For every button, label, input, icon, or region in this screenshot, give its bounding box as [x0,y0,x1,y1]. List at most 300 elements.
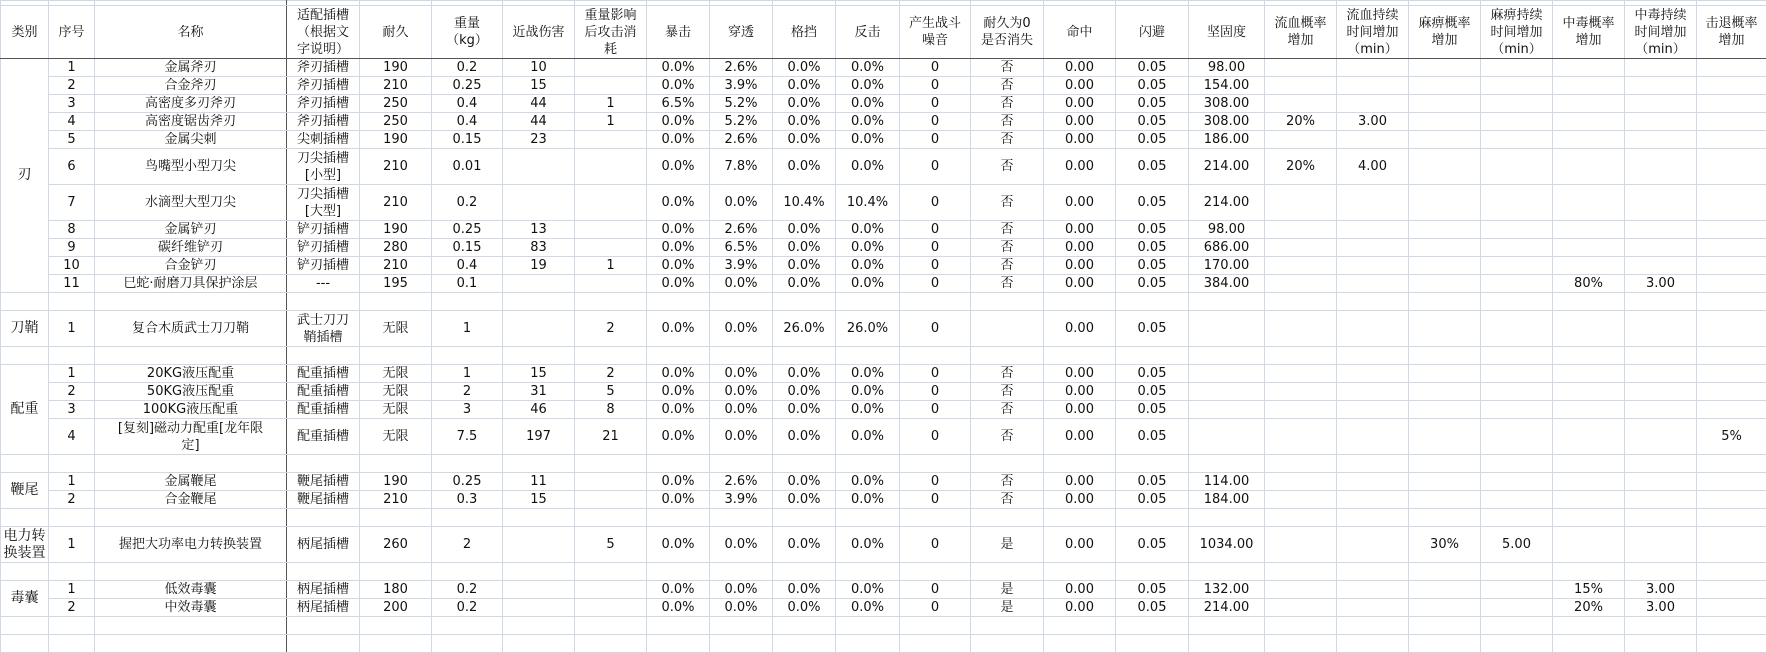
paralysis-chance-cell[interactable]: 30% [1409,527,1481,563]
empty-cell[interactable] [1116,563,1189,581]
name-cell[interactable]: 100KG液压配重 [95,401,287,419]
slot-cell[interactable]: 配重插槽 [287,419,360,455]
firmness-cell[interactable]: 114.00 [1189,473,1265,491]
poison-chance-cell[interactable] [1553,257,1625,275]
name-cell[interactable]: 水滴型大型刀尖 [95,185,287,221]
melee-damage-cell[interactable]: 10 [503,59,575,77]
knockback-chance-cell[interactable] [1697,383,1766,401]
empty-cell[interactable] [647,563,710,581]
dodge-cell[interactable]: 0.05 [1116,59,1189,77]
empty-cell[interactable] [1553,617,1625,635]
block-cell[interactable]: 0.0% [773,257,836,275]
bleed-chance-cell[interactable] [1265,473,1337,491]
empty-cell[interactable] [1116,347,1189,365]
column-header-slot[interactable]: 适配插槽 （根据文 字说明） [287,6,360,59]
empty-cell[interactable] [1553,563,1625,581]
category-cell[interactable]: 毒囊 [1,581,49,617]
paralysis-chance-cell[interactable] [1409,131,1481,149]
empty-cell[interactable] [1116,293,1189,311]
weight-cell[interactable]: 0.15 [432,239,503,257]
paralysis-duration-cell[interactable] [1481,365,1553,383]
column-header-paralysis-duration[interactable]: 麻痹持续 时间增加 （min） [1481,6,1553,59]
pierce-cell[interactable]: 0.0% [710,365,773,383]
empty-cell[interactable] [773,455,836,473]
paralysis-chance-cell[interactable] [1409,59,1481,77]
weight-attack-cost-cell[interactable] [575,131,647,149]
bleed-chance-cell[interactable] [1265,599,1337,617]
paralysis-duration-cell[interactable] [1481,581,1553,599]
bleed-chance-cell[interactable] [1265,59,1337,77]
empty-cell[interactable] [95,617,287,635]
bleed-duration-cell[interactable] [1337,491,1409,509]
block-cell[interactable]: 0.0% [773,77,836,95]
crit-cell[interactable]: 0.0% [647,599,710,617]
hit-cell[interactable]: 0.00 [1044,95,1116,113]
knockback-chance-cell[interactable] [1697,185,1766,221]
empty-cell[interactable] [1116,617,1189,635]
slot-cell[interactable]: 刀尖插槽 [大型] [287,185,360,221]
knockback-chance-cell[interactable] [1697,365,1766,383]
name-cell[interactable]: [复刻]磁动力配重[龙年限 定] [95,419,287,455]
slot-cell[interactable]: 柄尾插槽 [287,527,360,563]
column-header-seq[interactable]: 序号 [49,6,95,59]
name-cell[interactable]: 50KG液压配重 [95,383,287,401]
crit-cell[interactable]: 0.0% [647,527,710,563]
bleed-chance-cell[interactable] [1265,185,1337,221]
dodge-cell[interactable]: 0.05 [1116,185,1189,221]
block-cell[interactable]: 0.0% [773,131,836,149]
hit-cell[interactable]: 0.00 [1044,221,1116,239]
seq-cell[interactable]: 6 [49,149,95,185]
empty-cell[interactable] [971,509,1044,527]
knockback-chance-cell[interactable] [1697,491,1766,509]
crit-cell[interactable]: 0.0% [647,275,710,293]
empty-cell[interactable] [1337,617,1409,635]
empty-cell[interactable] [971,347,1044,365]
empty-cell[interactable] [900,293,971,311]
empty-cell[interactable] [1337,293,1409,311]
column-header-firmness[interactable]: 坚固度 [1189,6,1265,59]
firmness-cell[interactable]: 98.00 [1189,59,1265,77]
name-cell[interactable]: 20KG液压配重 [95,365,287,383]
weight-cell[interactable]: 1 [432,311,503,347]
hit-cell[interactable]: 0.00 [1044,527,1116,563]
paralysis-chance-cell[interactable] [1409,473,1481,491]
pierce-cell[interactable]: 0.0% [710,383,773,401]
battle-noise-cell[interactable]: 0 [900,599,971,617]
poison-chance-cell[interactable] [1553,419,1625,455]
block-cell[interactable]: 0.0% [773,275,836,293]
empty-cell[interactable] [1553,293,1625,311]
paralysis-chance-cell[interactable] [1409,491,1481,509]
empty-cell[interactable] [287,347,360,365]
counter-cell[interactable]: 0.0% [836,401,900,419]
poison-chance-cell[interactable] [1553,401,1625,419]
battle-noise-cell[interactable]: 0 [900,77,971,95]
paralysis-chance-cell[interactable] [1409,365,1481,383]
dodge-cell[interactable]: 0.05 [1116,527,1189,563]
durability-cell[interactable]: 无限 [360,311,432,347]
battle-noise-cell[interactable]: 0 [900,401,971,419]
block-cell[interactable]: 0.0% [773,473,836,491]
weight-attack-cost-cell[interactable] [575,221,647,239]
durability-cell[interactable]: 190 [360,473,432,491]
dodge-cell[interactable]: 0.05 [1116,383,1189,401]
poison-duration-cell[interactable] [1625,59,1697,77]
hit-cell[interactable]: 0.00 [1044,383,1116,401]
paralysis-chance-cell[interactable] [1409,383,1481,401]
weight-cell[interactable]: 0.15 [432,131,503,149]
empty-cell[interactable] [647,635,710,653]
empty-cell[interactable] [836,455,900,473]
knockback-chance-cell[interactable] [1697,113,1766,131]
poison-chance-cell[interactable]: 15% [1553,581,1625,599]
empty-cell[interactable] [1553,509,1625,527]
empty-cell[interactable] [773,509,836,527]
empty-cell[interactable] [1265,563,1337,581]
empty-cell[interactable] [1553,635,1625,653]
paralysis-chance-cell[interactable] [1409,77,1481,95]
crit-cell[interactable]: 0.0% [647,311,710,347]
name-cell[interactable]: 碳纤维铲刃 [95,239,287,257]
empty-cell[interactable] [575,635,647,653]
vanish-at-zero-cell[interactable]: 否 [971,131,1044,149]
block-cell[interactable]: 0.0% [773,95,836,113]
crit-cell[interactable]: 0.0% [647,383,710,401]
poison-duration-cell[interactable] [1625,365,1697,383]
poison-duration-cell[interactable] [1625,401,1697,419]
empty-cell[interactable] [1625,347,1697,365]
category-cell[interactable]: 刀鞘 [1,311,49,347]
empty-cell[interactable] [1697,635,1766,653]
block-cell[interactable]: 0.0% [773,113,836,131]
weight-attack-cost-cell[interactable]: 1 [575,113,647,131]
paralysis-duration-cell[interactable] [1481,491,1553,509]
battle-noise-cell[interactable]: 0 [900,275,971,293]
empty-cell[interactable] [900,455,971,473]
crit-cell[interactable]: 0.0% [647,491,710,509]
firmness-cell[interactable]: 384.00 [1189,275,1265,293]
empty-cell[interactable] [836,635,900,653]
empty-cell[interactable] [1697,293,1766,311]
paralysis-chance-cell[interactable] [1409,149,1481,185]
firmness-cell[interactable] [1189,311,1265,347]
paralysis-chance-cell[interactable] [1409,95,1481,113]
empty-cell[interactable] [287,563,360,581]
block-cell[interactable]: 0.0% [773,419,836,455]
poison-duration-cell[interactable] [1625,149,1697,185]
weight-attack-cost-cell[interactable] [575,149,647,185]
knockback-chance-cell[interactable] [1697,221,1766,239]
poison-duration-cell[interactable] [1625,131,1697,149]
empty-cell[interactable] [1625,293,1697,311]
empty-cell[interactable] [287,635,360,653]
pierce-cell[interactable]: 0.0% [710,599,773,617]
bleed-chance-cell[interactable] [1265,131,1337,149]
empty-cell[interactable] [1481,509,1553,527]
melee-damage-cell[interactable]: 83 [503,239,575,257]
paralysis-duration-cell[interactable] [1481,599,1553,617]
weight-cell[interactable]: 1 [432,365,503,383]
empty-cell[interactable] [1265,455,1337,473]
firmness-cell[interactable]: 214.00 [1189,599,1265,617]
crit-cell[interactable]: 0.0% [647,113,710,131]
bleed-duration-cell[interactable] [1337,275,1409,293]
battle-noise-cell[interactable]: 0 [900,581,971,599]
seq-cell[interactable]: 11 [49,275,95,293]
empty-cell[interactable] [900,563,971,581]
dodge-cell[interactable]: 0.05 [1116,275,1189,293]
empty-cell[interactable] [1481,293,1553,311]
poison-chance-cell[interactable] [1553,131,1625,149]
bleed-duration-cell[interactable] [1337,581,1409,599]
weight-attack-cost-cell[interactable] [575,473,647,491]
paralysis-chance-cell[interactable] [1409,401,1481,419]
firmness-cell[interactable]: 686.00 [1189,239,1265,257]
paralysis-duration-cell[interactable] [1481,257,1553,275]
empty-cell[interactable] [1337,509,1409,527]
weight-attack-cost-cell[interactable] [575,491,647,509]
empty-cell[interactable] [710,293,773,311]
empty-cell[interactable] [971,455,1044,473]
empty-cell[interactable] [710,635,773,653]
firmness-cell[interactable]: 308.00 [1189,113,1265,131]
counter-cell[interactable]: 0.0% [836,527,900,563]
empty-cell[interactable] [1409,563,1481,581]
seq-cell[interactable]: 2 [49,599,95,617]
seq-cell[interactable]: 2 [49,491,95,509]
empty-cell[interactable] [575,455,647,473]
name-cell[interactable]: 巳蛇·耐磨刀具保护涂层 [95,275,287,293]
dodge-cell[interactable]: 0.05 [1116,95,1189,113]
bleed-chance-cell[interactable] [1265,401,1337,419]
poison-duration-cell[interactable] [1625,491,1697,509]
empty-cell[interactable] [49,509,95,527]
bleed-duration-cell[interactable] [1337,59,1409,77]
counter-cell[interactable]: 10.4% [836,185,900,221]
counter-cell[interactable]: 26.0% [836,311,900,347]
seq-cell[interactable]: 1 [49,581,95,599]
empty-cell[interactable] [1116,635,1189,653]
poison-duration-cell[interactable] [1625,221,1697,239]
empty-cell[interactable] [1337,455,1409,473]
seq-cell[interactable]: 1 [49,311,95,347]
bleed-chance-cell[interactable] [1265,239,1337,257]
category-cell[interactable]: 刃 [1,59,49,293]
dodge-cell[interactable]: 0.05 [1116,599,1189,617]
knockback-chance-cell[interactable] [1697,239,1766,257]
empty-cell[interactable] [1625,509,1697,527]
empty-cell[interactable] [1,455,49,473]
pierce-cell[interactable]: 2.6% [710,131,773,149]
counter-cell[interactable]: 0.0% [836,77,900,95]
poison-chance-cell[interactable]: 80% [1553,275,1625,293]
empty-cell[interactable] [1,293,49,311]
bleed-duration-cell[interactable]: 3.00 [1337,113,1409,131]
empty-cell[interactable] [773,617,836,635]
empty-cell[interactable] [836,293,900,311]
dodge-cell[interactable]: 0.05 [1116,113,1189,131]
empty-cell[interactable] [49,563,95,581]
empty-cell[interactable] [360,617,432,635]
block-cell[interactable]: 0.0% [773,239,836,257]
vanish-at-zero-cell[interactable]: 否 [971,221,1044,239]
paralysis-duration-cell[interactable] [1481,131,1553,149]
empty-cell[interactable] [432,455,503,473]
melee-damage-cell[interactable]: 19 [503,257,575,275]
seq-cell[interactable]: 1 [49,59,95,77]
empty-cell[interactable] [710,617,773,635]
counter-cell[interactable]: 0.0% [836,221,900,239]
melee-damage-cell[interactable]: 197 [503,419,575,455]
empty-cell[interactable] [647,509,710,527]
slot-cell[interactable]: 鞭尾插槽 [287,473,360,491]
empty-cell[interactable] [432,635,503,653]
knockback-chance-cell[interactable] [1697,311,1766,347]
poison-duration-cell[interactable] [1625,185,1697,221]
empty-cell[interactable] [900,509,971,527]
weight-attack-cost-cell[interactable] [575,275,647,293]
crit-cell[interactable]: 0.0% [647,149,710,185]
empty-cell[interactable] [432,563,503,581]
paralysis-duration-cell[interactable] [1481,149,1553,185]
name-cell[interactable]: 中效毒囊 [95,599,287,617]
durability-cell[interactable]: 无限 [360,419,432,455]
name-cell[interactable]: 高密度锯齿斧刃 [95,113,287,131]
empty-cell[interactable] [1265,293,1337,311]
block-cell[interactable]: 0.0% [773,59,836,77]
column-header-paralysis-chance[interactable]: 麻痹概率 增加 [1409,6,1481,59]
melee-damage-cell[interactable]: 44 [503,95,575,113]
durability-cell[interactable]: 250 [360,95,432,113]
weight-cell[interactable]: 0.2 [432,599,503,617]
empty-cell[interactable] [1697,617,1766,635]
empty-cell[interactable] [1044,635,1116,653]
hit-cell[interactable]: 0.00 [1044,113,1116,131]
slot-cell[interactable]: 铲刃插槽 [287,257,360,275]
dodge-cell[interactable]: 0.05 [1116,581,1189,599]
bleed-chance-cell[interactable] [1265,95,1337,113]
empty-cell[interactable] [360,293,432,311]
empty-cell[interactable] [1553,347,1625,365]
empty-cell[interactable] [1265,509,1337,527]
vanish-at-zero-cell[interactable]: 否 [971,239,1044,257]
empty-cell[interactable] [1337,347,1409,365]
melee-damage-cell[interactable]: 15 [503,77,575,95]
empty-cell[interactable] [971,635,1044,653]
durability-cell[interactable]: 无限 [360,383,432,401]
empty-cell[interactable] [575,509,647,527]
bleed-duration-cell[interactable]: 4.00 [1337,149,1409,185]
bleed-chance-cell[interactable] [1265,365,1337,383]
vanish-at-zero-cell[interactable]: 否 [971,365,1044,383]
counter-cell[interactable]: 0.0% [836,365,900,383]
category-cell[interactable]: 电力转 换装置 [1,527,49,563]
crit-cell[interactable]: 0.0% [647,257,710,275]
melee-damage-cell[interactable] [503,599,575,617]
durability-cell[interactable]: 190 [360,131,432,149]
block-cell[interactable]: 0.0% [773,221,836,239]
seq-cell[interactable]: 8 [49,221,95,239]
hit-cell[interactable]: 0.00 [1044,401,1116,419]
crit-cell[interactable]: 0.0% [647,473,710,491]
empty-cell[interactable] [95,455,287,473]
hit-cell[interactable]: 0.00 [1044,185,1116,221]
knockback-chance-cell[interactable] [1697,599,1766,617]
weight-attack-cost-cell[interactable]: 2 [575,365,647,383]
bleed-duration-cell[interactable] [1337,221,1409,239]
empty-cell[interactable] [1625,563,1697,581]
knockback-chance-cell[interactable] [1697,275,1766,293]
weight-cell[interactable]: 0.4 [432,257,503,275]
melee-damage-cell[interactable] [503,185,575,221]
slot-cell[interactable]: 斧刃插槽 [287,95,360,113]
slot-cell[interactable]: 柄尾插槽 [287,599,360,617]
pierce-cell[interactable]: 2.6% [710,221,773,239]
counter-cell[interactable]: 0.0% [836,149,900,185]
crit-cell[interactable]: 0.0% [647,77,710,95]
empty-cell[interactable] [1481,455,1553,473]
melee-damage-cell[interactable]: 44 [503,113,575,131]
poison-chance-cell[interactable] [1553,221,1625,239]
seq-cell[interactable]: 9 [49,239,95,257]
seq-cell[interactable]: 1 [49,365,95,383]
paralysis-chance-cell[interactable] [1409,113,1481,131]
name-cell[interactable]: 金属斧刃 [95,59,287,77]
battle-noise-cell[interactable]: 0 [900,113,971,131]
seq-cell[interactable]: 3 [49,401,95,419]
counter-cell[interactable]: 0.0% [836,419,900,455]
weight-cell[interactable]: 0.4 [432,95,503,113]
weight-cell[interactable]: 3 [432,401,503,419]
battle-noise-cell[interactable]: 0 [900,527,971,563]
block-cell[interactable]: 0.0% [773,599,836,617]
bleed-chance-cell[interactable] [1265,419,1337,455]
counter-cell[interactable]: 0.0% [836,59,900,77]
knockback-chance-cell[interactable] [1697,131,1766,149]
empty-cell[interactable] [1116,509,1189,527]
weight-attack-cost-cell[interactable] [575,77,647,95]
empty-cell[interactable] [1409,455,1481,473]
crit-cell[interactable]: 0.0% [647,239,710,257]
empty-cell[interactable] [575,293,647,311]
empty-cell[interactable] [49,293,95,311]
empty-cell[interactable] [1409,617,1481,635]
empty-cell[interactable] [432,293,503,311]
firmness-cell[interactable]: 132.00 [1189,581,1265,599]
empty-cell[interactable] [503,347,575,365]
durability-cell[interactable]: 210 [360,185,432,221]
hit-cell[interactable]: 0.00 [1044,365,1116,383]
block-cell[interactable]: 0.0% [773,401,836,419]
column-header-bleed-chance[interactable]: 流血概率 增加 [1265,6,1337,59]
empty-cell[interactable] [432,509,503,527]
poison-chance-cell[interactable] [1553,77,1625,95]
bleed-chance-cell[interactable] [1265,257,1337,275]
durability-cell[interactable]: 250 [360,113,432,131]
poison-duration-cell[interactable] [1625,239,1697,257]
slot-cell[interactable]: 铲刃插槽 [287,239,360,257]
seq-cell[interactable]: 1 [49,527,95,563]
name-cell[interactable]: 金属铲刃 [95,221,287,239]
empty-cell[interactable] [360,455,432,473]
pierce-cell[interactable]: 3.9% [710,77,773,95]
poison-duration-cell[interactable] [1625,113,1697,131]
empty-cell[interactable] [1337,563,1409,581]
pierce-cell[interactable]: 6.5% [710,239,773,257]
bleed-duration-cell[interactable] [1337,131,1409,149]
pierce-cell[interactable]: 7.8% [710,149,773,185]
